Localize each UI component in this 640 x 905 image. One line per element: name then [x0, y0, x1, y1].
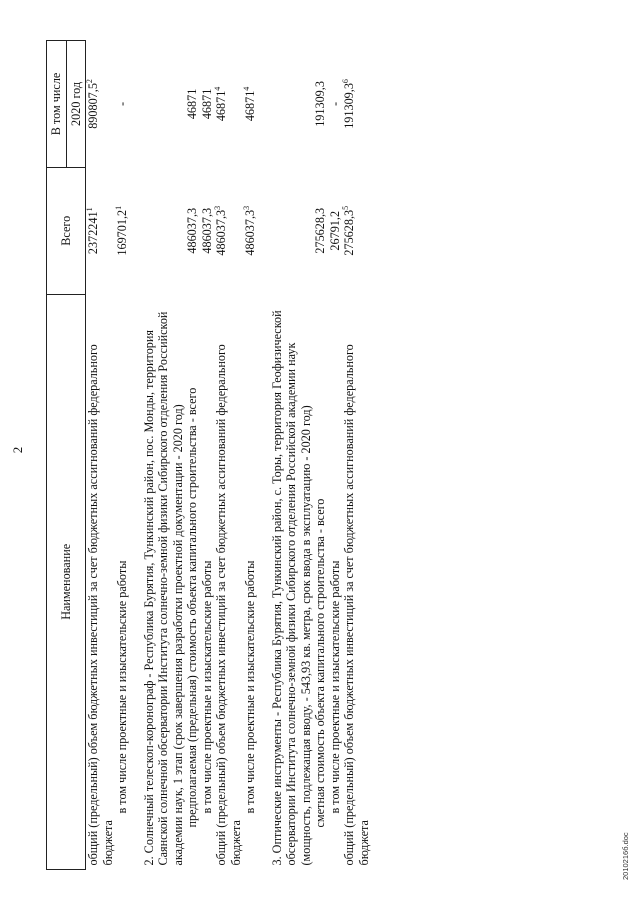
row-year-2020-value: 46871	[214, 90, 228, 122]
row-name: 3. Оптические инструменты - Республика Бурятия, Тункинский район, с. Торы, территория Геофизической обсерватории Института солнечно-земной физики Сибирского отделения Российской академии наук (мощность, подлежащая вводу, - 543,93 кв. метра, срок ввода в эксплуатацию - 2020 год)	[269, 310, 313, 866]
row-name: в том числе проектные и изыскательские работы	[243, 560, 257, 814]
row-total-footnote: 3	[212, 205, 222, 210]
row-year-2020	[328, 41, 343, 168]
row-total-footnote: 1	[113, 205, 123, 210]
row-total-value: 486037,3	[243, 209, 257, 256]
page-number: 2	[10, 446, 25, 454]
row-total	[270, 167, 314, 294]
row-total-value: 169701,2	[115, 209, 129, 256]
row-total-value: 486037,3	[199, 207, 214, 254]
rotated-page	[8, 20, 628, 880]
table-row	[142, 41, 186, 870]
row-total-value: 26791,2	[327, 210, 342, 251]
row-year-2020	[115, 41, 130, 168]
table-row	[313, 41, 328, 870]
row-total-value: 486037,3	[214, 209, 228, 256]
row-total-value: 2372241	[86, 211, 100, 255]
row-total	[313, 167, 328, 294]
row-name: общий (предельный) объем бюджетных инвестиций за счет бюджетных ассигнований федерального бюджета	[214, 344, 243, 866]
row-year-2020-value: 46871	[185, 88, 199, 120]
row-year-2020-value: -	[327, 101, 342, 106]
row-total	[142, 167, 186, 294]
row-year-2020	[243, 41, 258, 168]
row-year-2020	[342, 41, 371, 168]
table-row	[214, 41, 243, 870]
row-total	[342, 167, 371, 294]
table-row	[185, 41, 200, 870]
row-year-2020	[214, 41, 243, 168]
investment-table	[46, 40, 371, 870]
row-name: в том числе проектные и изыскательские работы	[115, 560, 129, 814]
row-year-2020	[200, 41, 215, 168]
row-name: в том числе проектные и изыскательские работы	[199, 560, 214, 814]
row-year-2020-value: 191309,3	[313, 81, 327, 127]
row-total	[115, 167, 130, 294]
row-total	[214, 167, 243, 294]
row-total	[200, 167, 215, 294]
row-year-2020	[313, 41, 328, 168]
row-spacer	[258, 41, 270, 870]
table-row	[243, 41, 258, 870]
row-total	[328, 167, 343, 294]
row-year-2020-value: 46871	[243, 90, 257, 122]
table-row	[270, 41, 314, 870]
table-row	[328, 41, 343, 870]
header-total: Всего	[47, 167, 86, 294]
row-total-footnote: 5	[340, 205, 350, 210]
header-year-top: В том числе	[47, 41, 67, 168]
table-row	[86, 41, 116, 870]
row-total-value: 486037,3	[185, 207, 199, 254]
row-year-2020-footnote: 4	[241, 86, 251, 91]
row-year-2020-footnote: 4	[212, 86, 222, 91]
row-name: сметная стоимость объекта капитального строительства - всего	[313, 498, 327, 828]
table-row	[342, 41, 371, 870]
row-year-2020-value: 46871	[199, 88, 214, 120]
row-year-2020	[270, 41, 314, 168]
header-name: Наименование	[47, 294, 86, 869]
row-total	[185, 167, 200, 294]
row-total-value: 275628,3	[342, 209, 356, 256]
row-total	[86, 167, 116, 294]
row-total-footnote: 3	[241, 205, 251, 210]
row-year-2020-footnote: 2	[84, 79, 94, 84]
table-body	[86, 41, 372, 870]
row-name: 2. Солнечный телескоп-коронограф - Республика Бурятия, Тункинский район, пос. Монды, территория Саянской солнечной обсерватории Института солнечно-земной физики Сибирского отделения Российской академии наук, 1 этап (срок завершения разработки проектной документации - 2020 год)	[141, 311, 185, 866]
table-row	[200, 41, 215, 870]
row-year-2020-value: 191309,3	[342, 83, 356, 129]
row-total-footnote: 1	[84, 207, 94, 212]
table-row	[115, 41, 130, 870]
row-name: в том числе проектные и изыскательские работы	[327, 560, 342, 814]
row-name: общий (предельный) объем бюджетных инвестиций за счет бюджетных ассигнований федерального бюджета	[342, 344, 371, 866]
row-year-2020-value: 890807,5	[86, 83, 100, 129]
row-year-2020-footnote: 6	[340, 79, 350, 84]
row-name: предполагаемая (предельная) стоимость объекта капитального строительства - всего	[185, 387, 199, 828]
row-total-value: 275628,3	[313, 207, 327, 254]
row-year-2020	[86, 41, 116, 168]
row-spacer	[130, 41, 142, 870]
row-year-2020	[142, 41, 186, 168]
row-year-2020	[185, 41, 200, 168]
row-name: общий (предельный) объем бюджетных инвестиций за счет бюджетных ассигнований федерального бюджета	[86, 344, 115, 866]
header-year-bottom: 2020 год	[66, 41, 86, 168]
row-total	[243, 167, 258, 294]
file-name: 2010216б.doc	[621, 832, 630, 880]
row-year-2020-value: -	[115, 101, 129, 106]
